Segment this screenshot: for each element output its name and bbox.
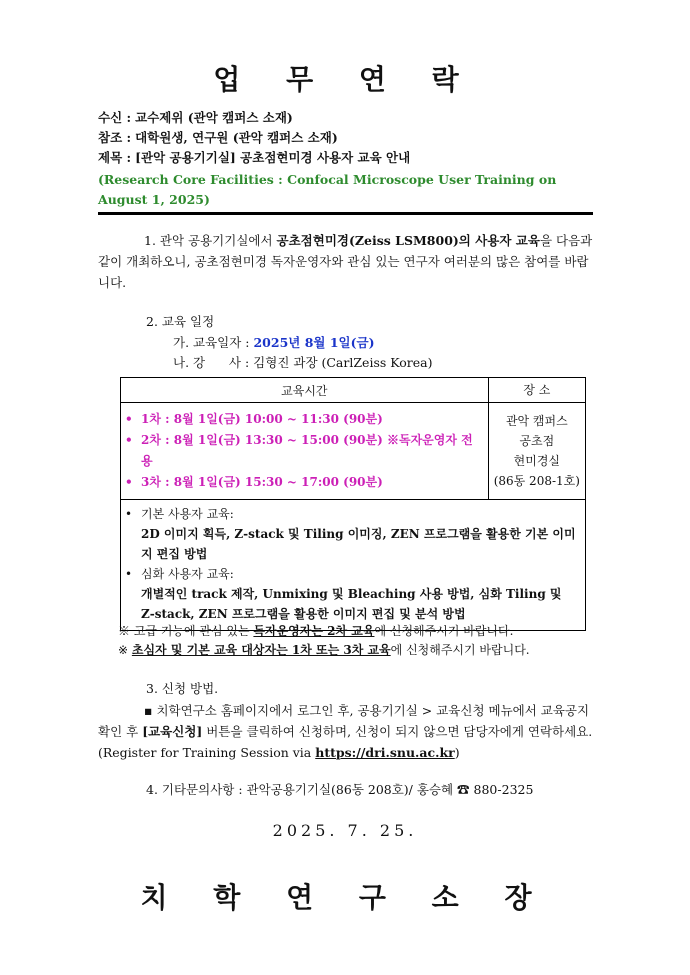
note-advanced: ※ 고급 기능에 관심 있는 독자운영자는 2차 교육에 신청해주시기 바랍니다. xyxy=(118,624,514,638)
intro-text-bold: 공초점현미경(Zeiss LSM800)의 사용자 교육 xyxy=(276,233,540,248)
training-date-label: 가. 교육일자 : xyxy=(173,335,254,350)
recipient-label: 수신 : xyxy=(98,110,132,125)
apply-heading: 3. 신청 방법. xyxy=(146,681,219,696)
document-date: 2025. 7. 25. xyxy=(272,821,418,840)
session-item xyxy=(125,430,484,472)
intro-text-prefix: 1. 관악 공용기기실에서 xyxy=(144,233,277,248)
note-beginner-emphasis: 초심자 및 기본 교육 대상자는 1차 또는 3차 교육 xyxy=(131,643,391,657)
note-advanced-emphasis: 독자운영자는 2차 교육 xyxy=(253,624,375,638)
table-row xyxy=(121,403,586,500)
table-header-row xyxy=(121,378,586,403)
training-date-value: 2025년 8월 1일(금) xyxy=(253,335,375,350)
reference-value: 대학원생, 연구원 (관악 캠퍼스 소재) xyxy=(135,130,338,145)
intro-paragraph xyxy=(98,230,596,293)
course-description-cell xyxy=(121,500,586,631)
instructor-line xyxy=(173,353,432,373)
bullet-icon: • xyxy=(125,507,133,521)
place-line: (86동 208-1호) xyxy=(493,474,580,488)
header-divider xyxy=(98,212,593,215)
advanced-course-title: • 심화 사용자 교육: xyxy=(125,564,579,584)
place-line: 공초점 xyxy=(519,434,555,448)
schedule-table xyxy=(120,377,586,631)
bullet-icon: • xyxy=(125,412,133,426)
advanced-course-body: 개별적인 track 제작, Unmixing 및 Bleaching 사용 방법, 심화 Tiling 및 Z-stack, ZEN 프로그램을 활용한 이미지 편집 및 분석 방법 xyxy=(141,587,562,621)
apply-paragraph: ▪ 치학연구소 홈페이지에서 로그인 후, 공용기기실 > 교육신청 메뉴에서 교육공지 확인 후 [교육신청] 버튼을 클릭하여 신청하며, 신청이 되지 않으면 담당자에게 연락하세요. (Register for Training Session via https://dri.snu.ac.kr) xyxy=(98,703,593,760)
intro-text-suffix: 을 다음과 같이 개최하오니, 공초점현미경 독자운영자와 관심 있는 연구자 여러분의 많은 참여를 바랍니다. xyxy=(98,233,593,290)
place-cell xyxy=(488,403,585,500)
recipient-value: 교수제위 (관악 캠퍼스 소재) xyxy=(135,110,293,125)
apply-button-label: [교육신청] xyxy=(142,724,203,739)
session-item xyxy=(125,472,484,493)
subject-english: (Research Core Facilities : Confocal Microscope User Training on August 1, 2025) xyxy=(98,172,557,207)
recipient-line xyxy=(98,108,293,128)
registration-link[interactable]: https://dri.snu.ac.kr xyxy=(315,745,455,760)
note-beginner: ※ 초심자 및 기본 교육 대상자는 1차 또는 3차 교육에 신청해주시기 바랍니다. xyxy=(118,643,530,657)
place-line: 현미경실 xyxy=(513,454,561,468)
contact-line: 4. 기타문의사항 : 관악공용기기실(86동 208호)/ 홍승혜 ☎ 880-2325 xyxy=(146,782,534,797)
bullet-icon: • xyxy=(125,475,133,489)
col-header-place: 장 소 xyxy=(488,378,585,403)
basic-course-title: • 기본 사용자 교육: xyxy=(125,504,579,524)
document-title: 업 무 연 락 xyxy=(213,63,477,96)
session-3: 3차 : 8월 1일(금) 15:30 ~ 17:00 (90분) xyxy=(141,475,383,489)
training-date-line xyxy=(173,333,375,353)
sessions-cell xyxy=(121,403,489,500)
issuer-signature: 치 학 연 구 소 장 xyxy=(140,881,550,914)
session-2: 2차 : 8월 1일(금) 13:30 ~ 15:00 (90분) ※독자운영자 전용 xyxy=(141,433,473,468)
session-item xyxy=(125,409,484,430)
reference-line xyxy=(98,128,338,148)
subject-label: 제목 : xyxy=(98,150,132,165)
col-header-time: 교육시간 xyxy=(121,378,489,403)
session-1: 1차 : 8월 1일(금) 10:00 ~ 11:30 (90분) xyxy=(141,412,383,426)
instructor-value: 김형진 과장 (CarlZeiss Korea) xyxy=(253,355,433,370)
table-row xyxy=(121,500,586,631)
place-line: 관악 캠퍼스 xyxy=(505,414,568,428)
subject-value: [관악 공용기기실] 공초점현미경 사용자 교육 안내 xyxy=(135,150,411,165)
bullet-icon: • xyxy=(125,433,133,447)
bullet-icon: • xyxy=(125,567,133,581)
subject-line xyxy=(98,148,410,168)
schedule-heading: 2. 교육 일정 xyxy=(146,314,215,329)
reference-label: 참조 : xyxy=(98,130,132,145)
instructor-label: 나. 강 사 : xyxy=(173,355,254,370)
basic-course-body: 2D 이미지 획득, Z-stack 및 Tiling 이미징, ZEN 프로그램을 활용한 기본 이미지 편집 방법 xyxy=(141,527,576,561)
